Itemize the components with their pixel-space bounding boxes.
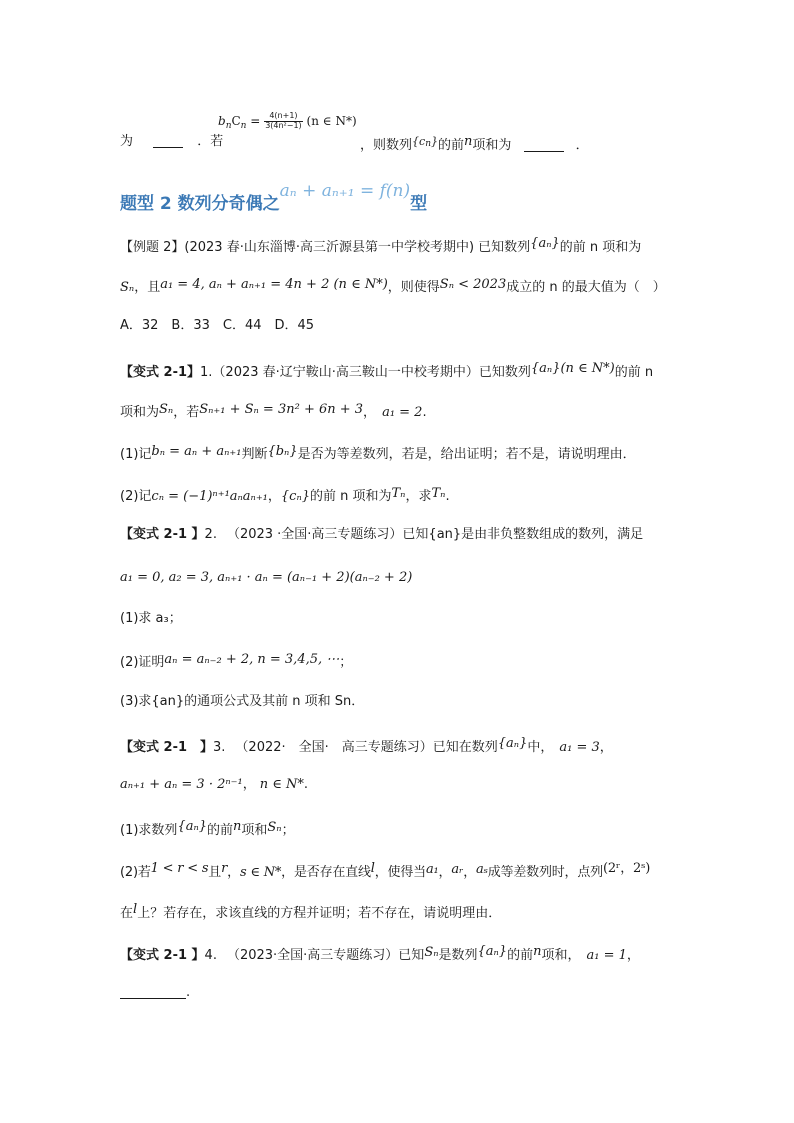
variant1-line1: 【变式 2-1】1.（2023 春·辽宁鞍山·高三鞍山一中校考期中）已知数列{aₙ}(n ∈ N*)的前 n <box>120 361 654 380</box>
variant3-label: 【变式 2-1 】 <box>120 740 214 755</box>
variant3-q1: (1)求数列{aₙ}的前n项和Sₙ； <box>120 819 295 838</box>
example2-options: A．32 B．33 C．44 D．45 <box>120 318 315 333</box>
variant3-q2: (2)若1 < r < s且r，s ∈ N*，是否存在直线l，使得当a₁，aᵣ，aₛ成等差数列时，点列(2ʳ，2ˢ) <box>120 861 651 880</box>
variant4-label: 【变式 2-1 】 <box>120 948 205 963</box>
answer-blank-2[interactable] <box>524 139 564 152</box>
variant3-line1: 【变式 2-1 】3. （2022· 全国· 高三专题练习）已知在数列{aₙ}中， a₁ = 3， <box>120 736 613 755</box>
section-formula: aₙ + aₙ₊₁ = f(n) <box>279 181 411 201</box>
variant3-line2: aₙ₊₁ + aₙ = 3 · 2ⁿ⁻¹， n ∈ N*. <box>120 777 309 792</box>
variant4-line2: . <box>120 986 190 999</box>
variant3-q3: 在l上？若存在，求该直线的方程并证明；若不存在，请说明理由． <box>120 902 502 921</box>
formula-domain: (n ∈ N*) <box>306 113 357 128</box>
answer-blank-1[interactable] <box>153 135 183 148</box>
variant1-q2: (2)记cₙ = (−1)ⁿ⁺¹aₙaₙ₊₁，{cₙ}的前 n 项和为Tₙ，求Tₙ. <box>120 486 450 504</box>
variant1-label: 【变式 2-1】 <box>120 365 201 380</box>
variant1-line2: 项和为Sₙ，若Sₙ₊₁ + Sₙ = 3n² + 6n + 3， a₁ = 2. <box>120 402 427 420</box>
variant2-line1: 【变式 2-1 】2. （2023 ·全国·高三专题练习）已知{an}是由非负整数组成的数列，满足 <box>120 527 644 542</box>
intro-line: 为 ．若 <box>120 134 224 149</box>
variant2-label: 【变式 2-1 】 <box>120 527 205 542</box>
formula-b: b <box>218 113 226 128</box>
variant4-line1: 【变式 2-1 】4. （2023·全国·高三专题练习）已知Sₙ是数列{aₙ}的前n项和， a₁ = 1， <box>120 944 640 963</box>
answer-blank-3[interactable] <box>120 986 186 999</box>
variant1-q1: (1)记bₙ = aₙ + aₙ₊₁判断{bₙ}是否为等差数列，若是，给出证明；若不是，请说明理由． <box>120 444 636 462</box>
intro-line-right: ，则数列$^{\{c}_n$}的前n项和为 ． <box>360 134 589 153</box>
variant2-formula: a₁ = 0, a₂ = 3, aₙ₊₁ · aₙ = (aₙ₋₁ + 2)(aₙ₋₂ + 2) <box>120 570 413 585</box>
example2-line1: 【例题 2】(2023 春·山东淄博·高三沂源县第一中学校考期中) 已知数列{aₙ}的前 n 项和为 <box>120 236 642 255</box>
example2-line2: Sₙ，且a₁ = 4, aₙ + aₙ₊₁ = 4n + 2 (n ∈ N*)，则使得Sₙ < 2023成立的 n 的最大值为（ ） <box>120 277 666 295</box>
example2-label: 【例题 2】 <box>120 240 185 255</box>
section-title: 题型 2 数列分奇偶之 <box>120 194 280 214</box>
example2-formula: a₁ = 4, aₙ + aₙ₊₁ = 4n + 2 (n ∈ N*) <box>160 277 388 292</box>
section-heading: 题型 2 数列分奇偶之aₙ + aₙ₊₁ = f(n)型 <box>120 181 428 214</box>
formula-c: C <box>231 113 241 128</box>
variant2-q2: (2)证明aₙ = aₙ₋₂ + 2, n = 3,4,5, ⋯； <box>120 652 353 670</box>
variant2-q1: (1)求 a₃； <box>120 611 182 626</box>
intro-formula: $b_nC_n$ = $\frac{4(n+1)}{\text{3(4n²−1)}}$ (n ∈ N*) <box>218 111 357 132</box>
formula-fraction: $\frac{4(n+1)}{\text{3(4n²−1)}}$ <box>265 111 302 130</box>
variant2-q3: (3)求{an}的通项公式及其前 n 项和 Sn． <box>120 694 365 709</box>
